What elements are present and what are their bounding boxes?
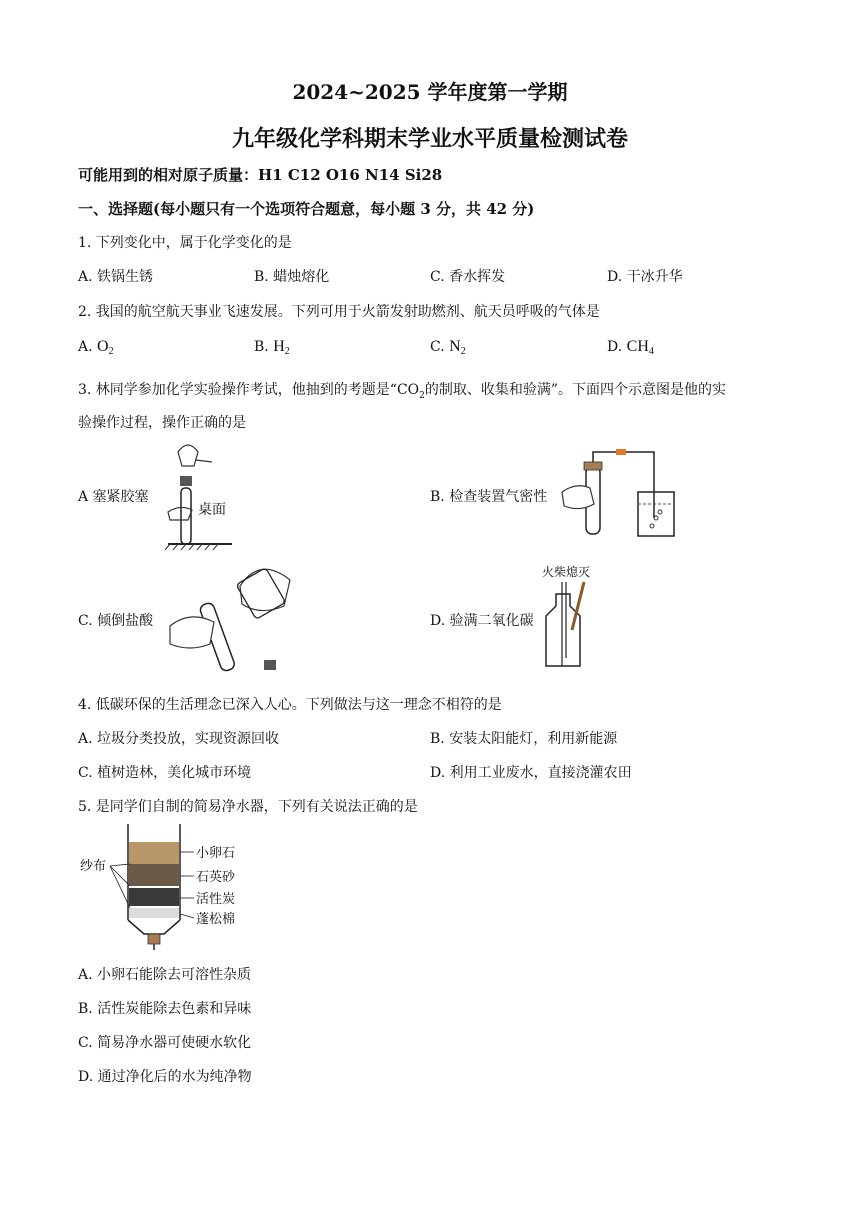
q4-stem: 4. 低碳环保的生活理念已深入人心。下列做法与这一理念不相符的是 bbox=[78, 697, 502, 713]
q2-option-b: B. $H_2$ bbox=[254, 338, 290, 357]
q2-option-c: C. $N_2$ bbox=[430, 338, 466, 357]
co2-full-test-figure bbox=[540, 562, 610, 672]
q3-stem-line2: 验操作过程，操作正确的是 bbox=[78, 415, 246, 431]
q1-option-c: C. 香水挥发 bbox=[430, 269, 506, 285]
q4-option-c: C. 植树造林，美化城市环境 bbox=[78, 765, 252, 781]
q3-option-c: C. 倾倒盐酸 bbox=[78, 613, 154, 629]
gauze-label: 纱布 bbox=[80, 859, 107, 874]
q1-option-a: A. 铁锅生锈 bbox=[78, 269, 154, 285]
q1-option-d: D. 干冰升华 bbox=[607, 269, 683, 285]
quartz-label: 石英砂 bbox=[196, 870, 236, 885]
q5-option-a: A. 小卵石能除去可溶性杂质 bbox=[78, 967, 252, 983]
q5-option-b: B. 活性炭能除去色素和异味 bbox=[78, 1001, 252, 1017]
pour-acid-figure bbox=[160, 556, 300, 676]
q3-option-a: A 塞紧胶塞 bbox=[78, 489, 149, 505]
q3-stem-line1: 3. 林同学参加化学实验操作考试，他抽到的考题是“$CO_2$的制取、收集和验满”。下面四个示意图是他的实 bbox=[78, 382, 727, 401]
q1-option-b: B. 蜡烛熔化 bbox=[254, 269, 330, 285]
carbon-label: 活性炭 bbox=[196, 892, 236, 907]
q2-option-a: A. $O_2$ bbox=[78, 338, 114, 357]
q1-stem: 1. 下列变化中，属于化学变化的是 bbox=[78, 235, 292, 251]
pebble-label: 小卵石 bbox=[196, 846, 236, 861]
q5-option-c: C. 简易净水器可使硬水软化 bbox=[78, 1035, 252, 1051]
q3-option-d: D. 验满二氧化碳 bbox=[430, 613, 534, 629]
q4-option-a: A. 垃圾分类投放，实现资源回收 bbox=[78, 731, 280, 747]
exam-title-term: 2024~2025 学年度第一学期 bbox=[292, 80, 568, 104]
exam-title-main: 九年级化学科期末学业水平质量检测试卷 bbox=[231, 126, 628, 152]
q4-option-d: D. 利用工业废水，直接浇灌农田 bbox=[430, 765, 632, 781]
q4-option-b: B. 安装太阳能灯，利用新能源 bbox=[430, 731, 618, 747]
match-out-label: 火柴熄灭 bbox=[542, 565, 591, 579]
q3-option-b: B. 检查装置气密性 bbox=[430, 489, 548, 505]
q2-option-d: D. $CH_4$ bbox=[607, 338, 654, 357]
section-heading: 一、选择题(每小题只有一个选项符合题意，每小题 3 分，共 42 分) bbox=[78, 200, 535, 218]
stopper-insert-figure bbox=[160, 440, 240, 550]
water-purifier-figure bbox=[78, 822, 258, 952]
atomic-masses: 可能用到的相对原子质量：H1 C12 O16 N14 Si28 bbox=[78, 166, 443, 184]
q2-stem: 2. 我国的航空航天事业飞速发展。下列可用于火箭发射助燃剂、航天员呼吸的气体是 bbox=[78, 304, 600, 320]
q5-option-d: D. 通过净化后的水为纯净物 bbox=[78, 1069, 252, 1085]
airtightness-check-figure bbox=[560, 446, 690, 538]
desk-label: 桌面 bbox=[198, 502, 226, 518]
cotton-label: 蓬松棉 bbox=[196, 912, 236, 927]
q5-stem: 5. 是同学们自制的简易净水器，下列有关说法正确的是 bbox=[78, 799, 418, 815]
